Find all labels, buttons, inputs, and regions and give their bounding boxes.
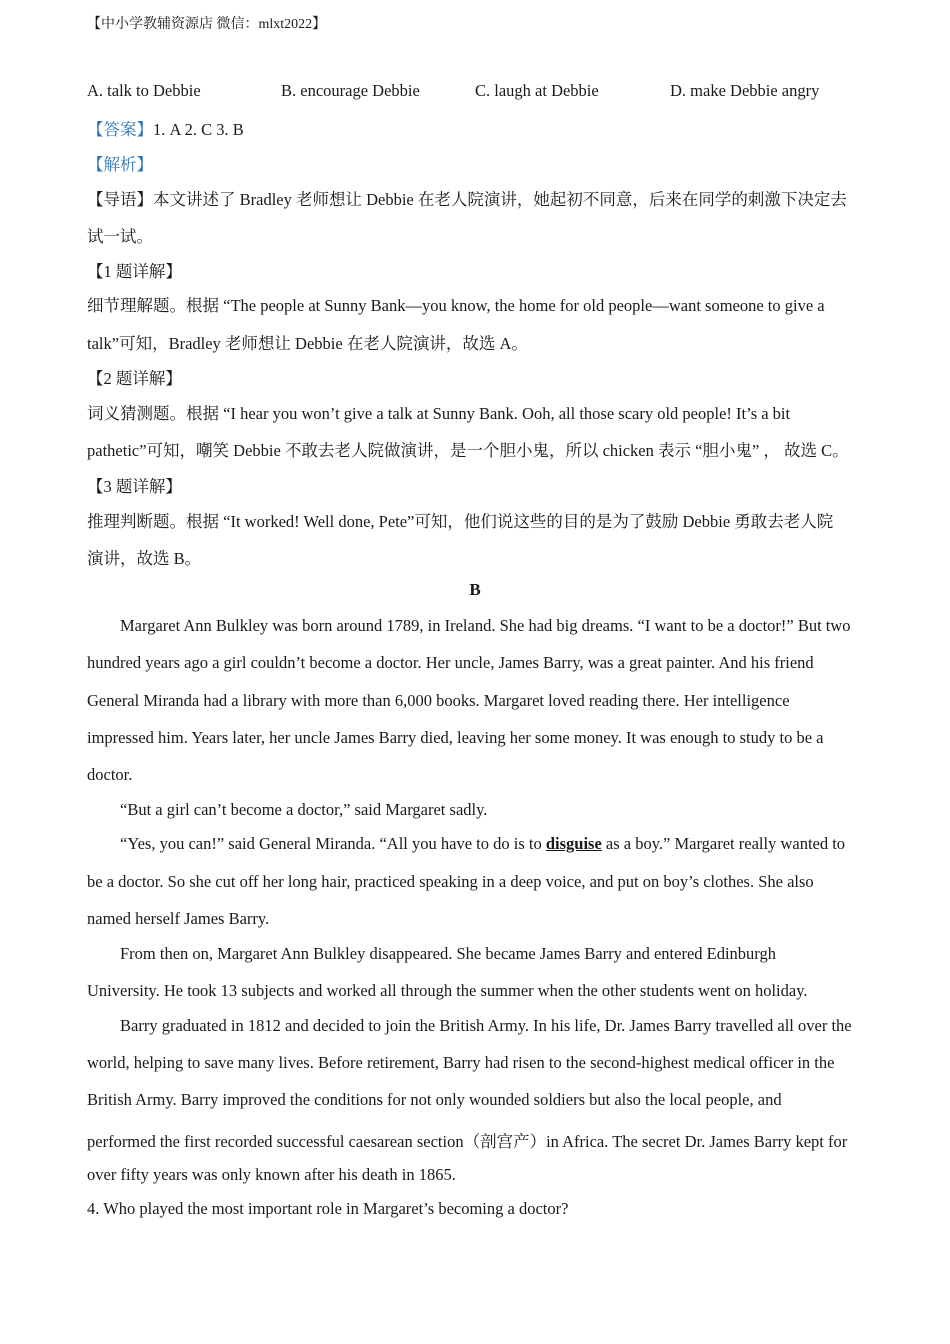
answer-line <box>87 116 244 140</box>
option-c: C. laugh at Debbie <box>475 81 599 100</box>
answer-label: 【答案】 <box>87 120 153 139</box>
q1-line: talk”可知，Bradley 老师想让 Debbie 在老人院演讲，故选 A。 <box>87 334 528 353</box>
passage-line: “But a girl can’t become a doctor,” said Margaret sadly. <box>120 800 488 819</box>
section-title: B <box>469 580 481 599</box>
passage-line: impressed him. Years later, her uncle James Barry died, leaving her some money. It was enough to study to be a <box>87 728 824 747</box>
passage-text: as a boy.” Margaret really wanted to <box>601 834 846 853</box>
passage-line: world, helping to save many lives. Before retirement, Barry had risen to the second-highest medical officer in the <box>87 1053 835 1072</box>
passage-line: University. He took 13 subjects and worked all through the summer when the other students went on holiday. <box>87 981 808 1000</box>
underlined-word: disguise <box>545 834 602 853</box>
passage-line: Barry graduated in 1812 and decided to join the British Army. In his life, Dr. James Barry travelled all over the <box>120 1016 852 1035</box>
passage-line: General Miranda had a library with more than 6,000 books. Margaret loved reading there. Her intelligence <box>87 691 790 710</box>
q1-line: 细节理解题。根据 “The people at Sunny Bank—you know, the home for old people—want someone to give a <box>87 296 825 315</box>
q3-title: 【3 题详解】 <box>87 477 182 496</box>
passage-line: hundred years ago a girl couldn’t become a doctor. Her uncle, James Barry, was a great painter. And his friend <box>87 653 814 672</box>
passage-line: From then on, Margaret Ann Bulkley disappeared. She became James Barry and entered Edinburgh <box>120 944 777 963</box>
passage-line: named herself James Barry. <box>87 909 270 928</box>
passage-line <box>120 834 845 854</box>
q1-title: 【1 题详解】 <box>87 262 182 281</box>
option-d: D. make Debbie angry <box>670 81 820 100</box>
passage-line: British Army. Barry improved the conditions for not only wounded soldiers but also the local people, and <box>87 1090 782 1109</box>
intro-line: 【导语】本文讲述了 Bradley 老师想让 Debbie 在老人院演讲，她起初不同意，后来在同学的刺激下决定去 <box>87 190 847 209</box>
passage-line: be a doctor. So she cut off her long hair, practiced speaking in a deep voice, and put on boy’s clothes. She also <box>87 872 814 891</box>
q2-line: pathetic”可知，嘲笑 Debbie 不敢去老人院做演讲，是一个胆小鬼，所以 chicken 表示 “胆小鬼” ， 故选 C。 <box>87 441 849 460</box>
header-watermark: 【中小学教辅资源店 微信：mlxt2022】 <box>87 17 327 32</box>
option-a: A. talk to Debbie <box>87 81 201 100</box>
q3-line: 演讲，故选 B。 <box>87 549 202 568</box>
question-4: 4. Who played the most important role in Margaret’s becoming a doctor? <box>87 1199 569 1218</box>
passage-line: performed the first recorded successful caesarean section（剖宫产）in Africa. The secret Dr. James Barry kept for <box>87 1132 848 1151</box>
option-b: B. encourage Debbie <box>281 81 420 100</box>
q2-title: 【2 题详解】 <box>87 369 182 388</box>
analysis-label: 【解析】 <box>87 155 153 174</box>
answer-text: 1. A 2. C 3. B <box>153 120 244 139</box>
passage-line: over fifty years was only known after his death in 1865. <box>87 1165 456 1184</box>
passage-text: “Yes, you can!” said General Miranda. “All you have to do is to <box>120 834 546 853</box>
q3-line: 推理判断题。根据 “It worked! Well done, Pete”可知，他们说这些的目的是为了鼓励 Debbie 勇敢去老人院 <box>87 512 834 531</box>
passage-line: doctor. <box>87 765 133 784</box>
intro-line: 试一试。 <box>87 227 153 246</box>
q2-line: 词义猜测题。根据 “I hear you won’t give a talk at Sunny Bank. Ooh, all those scary old people! It’s a bit <box>87 404 791 423</box>
passage-line: Margaret Ann Bulkley was born around 1789, in Ireland. She had big dreams. “I want to be a doctor!” But two <box>120 616 851 635</box>
